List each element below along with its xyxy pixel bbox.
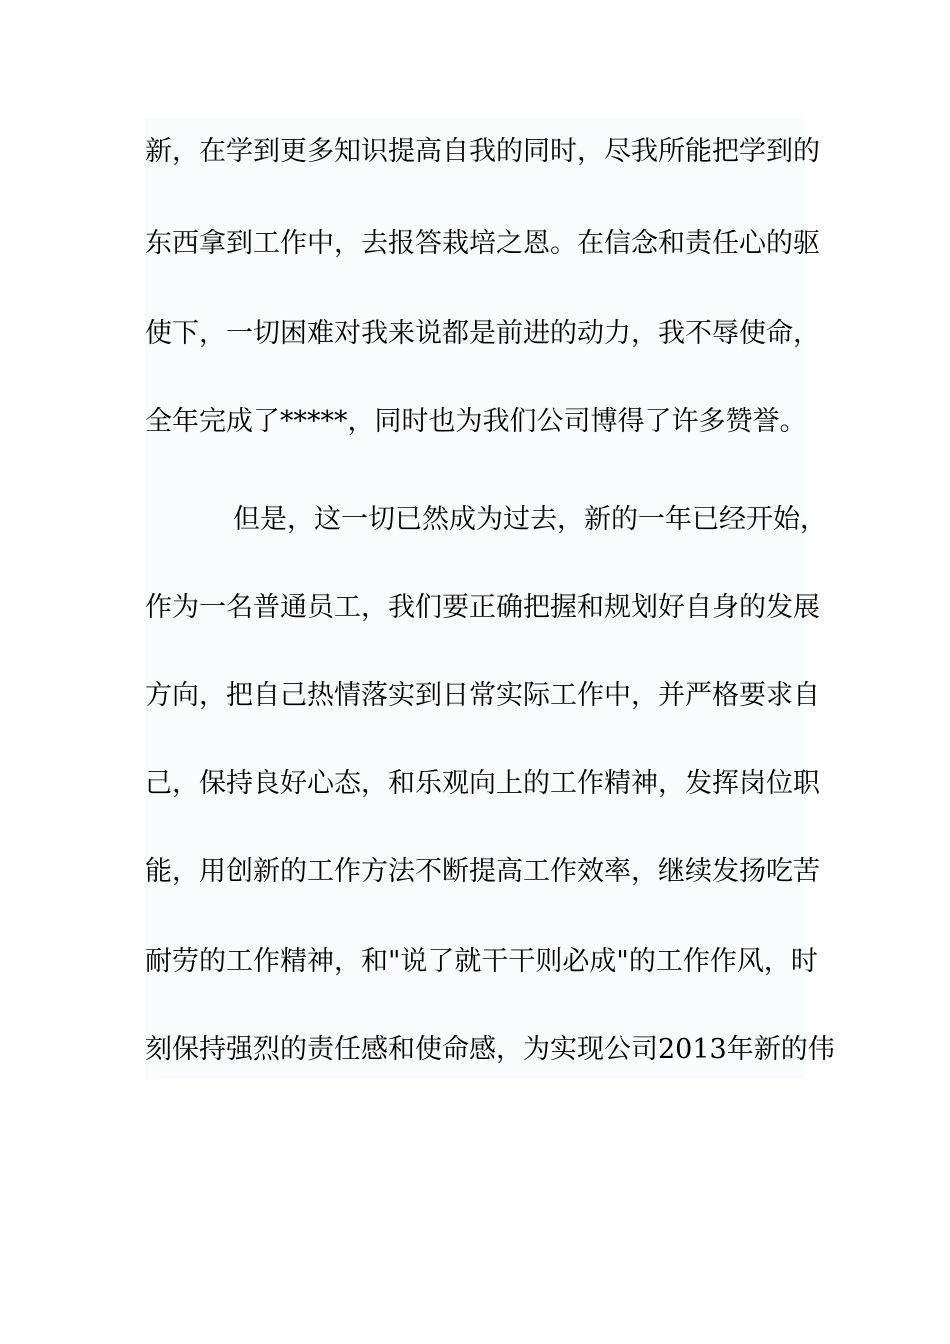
text-line: 东西拿到工作中，去报答栽培之恩。在信念和责任心的驱 (145, 228, 820, 259)
text-line: 全年完成了*****，同时也为我们公司博得了许多赞誉。 (145, 406, 807, 437)
text-line: 使下，一切困难对我来说都是前进的动力，我不辱使命， (145, 318, 820, 349)
text-line: 己，保持良好心态，和乐观向上的工作精神，发挥岗位职 (145, 768, 820, 799)
text-line: 新，在学到更多知识提高自我的同时，尽我所能把学到的 (145, 136, 820, 167)
text-line: 方向，把自己热情落实到日常实际工作中，并严格要求自 (145, 680, 820, 711)
text-line: 耐劳的工作精神，和"说了就干干则必成"的工作作风，时 (145, 946, 818, 977)
text-line: 能，用创新的工作方法不断提高工作效率，继续发扬吃苦 (145, 856, 820, 887)
body-text (145, 118, 835, 1078)
text-line: 作为一名普通员工，我们要正确把握和规划好自身的发展 (145, 592, 820, 623)
text-line-indented: 但是，这一切已然成为过去，新的一年已经开始， (233, 504, 827, 535)
text-line: 刻保持强烈的责任感和使命感，为实现公司2013年新的伟 (145, 1034, 835, 1065)
